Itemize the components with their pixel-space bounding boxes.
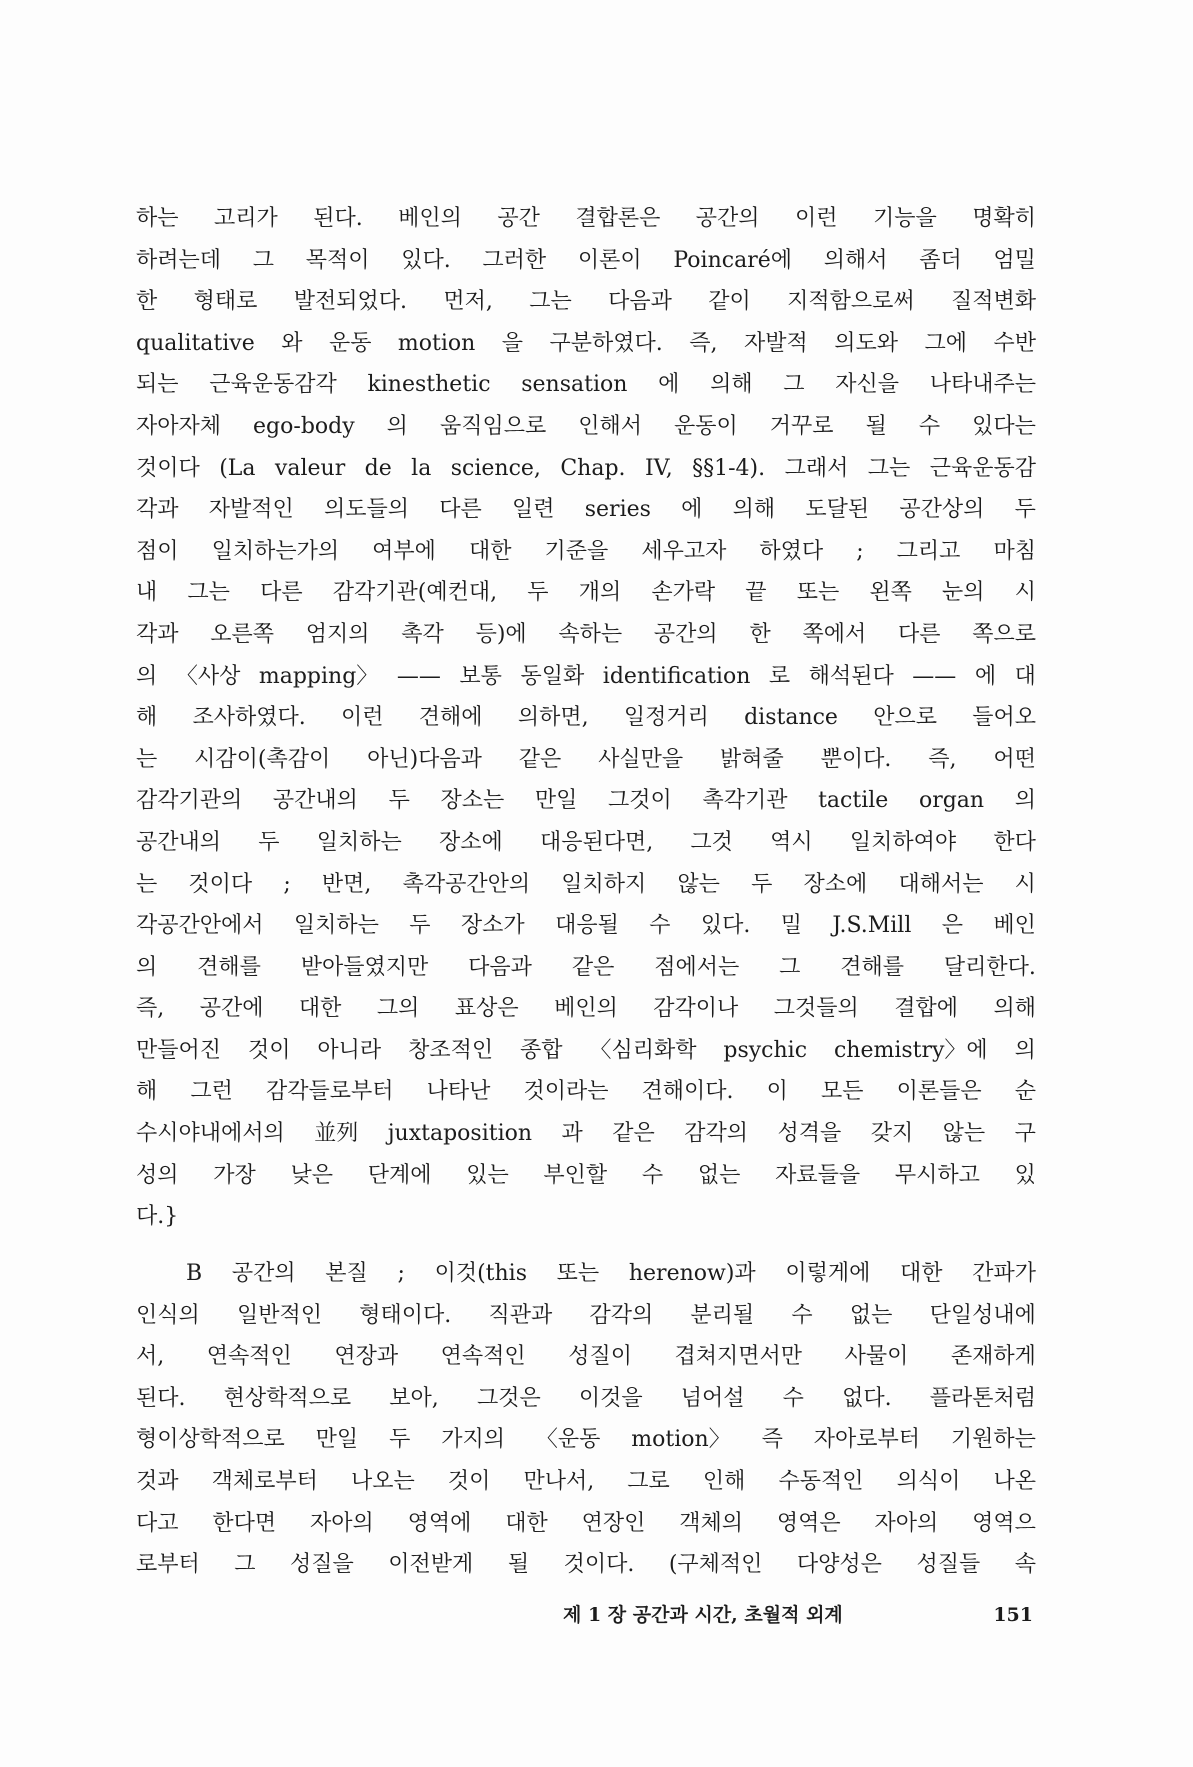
text-line: qualitative 와 운동 motion 을 구분하였다. 즉, 자발적 의도와 그에 수반 [136,330,1036,356]
text-line: 한 형태로 발전되었다. 먼저, 그는 다음과 같이 지적함으로써 질적변화 [136,289,1036,315]
text-line: 성의 가장 낮은 단계에 있는 부인할 수 없는 자료들을 무시하고 있 [136,1162,1036,1188]
text-line: 하는 고리가 된다. 베인의 공간 결합론은 공간의 이런 기능을 명확히 [136,206,1036,231]
text-line: 내 그는 다른 감각기관(예컨대, 두 개의 손가락 끝 또는 왼쪽 눈의 시 [136,580,1036,606]
text-line: 감각기관의 공간내의 두 장소는 만일 그것이 촉각기관 tactile organ 의 [136,788,1036,814]
text-line: 는 것이다 ; 반면, 촉각공간안의 일치하지 않는 두 장소에 대해서는 시 [136,871,1036,897]
text-line: 각과 오른쪽 엄지의 촉각 등)에 속하는 공간의 한 쪽에서 다른 쪽으로 [136,621,1036,647]
paragraph-2 [136,1253,1036,1586]
text-line: 인식의 일반적인 형태이다. 직관과 감각의 분리될 수 없는 단일성내에 [136,1302,1036,1328]
text-line: 의 견해를 받아들였지만 다음과 같은 점에서는 그 견해를 달리한다. [136,954,1036,980]
text-line: 것이다 (La valeur de la science, Chap. IV, §§1-4). 그래서 그는 근육운동감 [136,455,1036,481]
text-line: 되는 근육운동감각 kinesthetic sensation 에 의해 그 자신을 나타내주는 [136,372,1036,398]
text-line: 서, 연속적인 연장과 연속적인 성질이 겹쳐지면서만 사물이 존재하게 [136,1344,1036,1370]
text-line: 로부터 그 성질을 이전받게 될 것이다. (구체적인 다양성은 성질들 속 [136,1552,1036,1578]
running-head: 제 1 장 공간과 시간, 초월적 외계 [563,1604,843,1626]
text-line: 각과 자발적인 의도들의 다른 일련 series 에 의해 도달된 공간상의 두 [136,497,1036,523]
text-line: B 공간의 본질 ; 이것(this 또는 herenow)과 이렇게에 대한 간파가 [186,1261,1036,1286]
text-line: 공간내의 두 일치하는 장소에 대응된다면, 그것 역시 일치하여야 한다 [136,829,1036,855]
page-number: 151 [993,1604,1033,1626]
text-line: 하려는데 그 목적이 있다. 그러한 이론이 Poincaré에 의해서 좀더 엄밀 [136,247,1036,273]
text-line: 해 조사하였다. 이런 견해에 의하면, 일정거리 distance 안으로 들어오 [136,705,1036,731]
text-line: 수시야내에서의 並列 juxtaposition 과 같은 감각의 성격을 갖지 않는 구 [136,1121,1036,1147]
text-line: 것과 객체로부터 나오는 것이 만나서, 그로 인해 수동적인 의식이 나온 [136,1468,1036,1494]
text-line: 된다. 현상학적으로 보아, 그것은 이것을 넘어설 수 없다. 플라톤처럼 [136,1385,1036,1411]
text-line: 는 시감이(촉감이 아닌)다음과 같은 사실만을 밝혀줄 뿐이다. 즉, 어떤 [136,746,1036,772]
text-line: 각공간안에서 일치하는 두 장소가 대응될 수 있다. 밀 J.S.Mill 은 베인 [136,913,1036,939]
text-line: 만들어진 것이 아니라 창조적인 종합 〈심리화학 psychic chemistry〉에 의 [136,1037,1036,1063]
text-line: 다.} [136,1204,179,1230]
text-line: 점이 일치하는가의 여부에 대한 기준을 세우고자 하였다 ; 그리고 마침 [136,538,1036,564]
text-line: 해 그런 감각들로부터 나타난 것이라는 견해이다. 이 모든 이론들은 순 [136,1079,1036,1105]
paragraph-1 [136,198,1036,1238]
text-line: 즉, 공간에 대한 그의 표상은 베인의 감각이나 그것들의 결합에 의해 [136,996,1036,1022]
page-footer [563,1600,1033,1630]
text-line: 다고 한다면 자아의 영역에 대한 연장인 객체의 영역은 자아의 영역으 [136,1510,1036,1536]
text-line: 의 〈사상 mapping〉 —— 보통 동일화 identification 로 해석된다 —— 에 대 [136,663,1036,689]
text-line: 형이상학적으로 만일 두 가지의 〈운동 motion〉 즉 자아로부터 기원하는 [136,1427,1036,1453]
text-line: 자아자체 ego-body 의 움직임으로 인해서 운동이 거꾸로 될 수 있다는 [136,413,1036,439]
